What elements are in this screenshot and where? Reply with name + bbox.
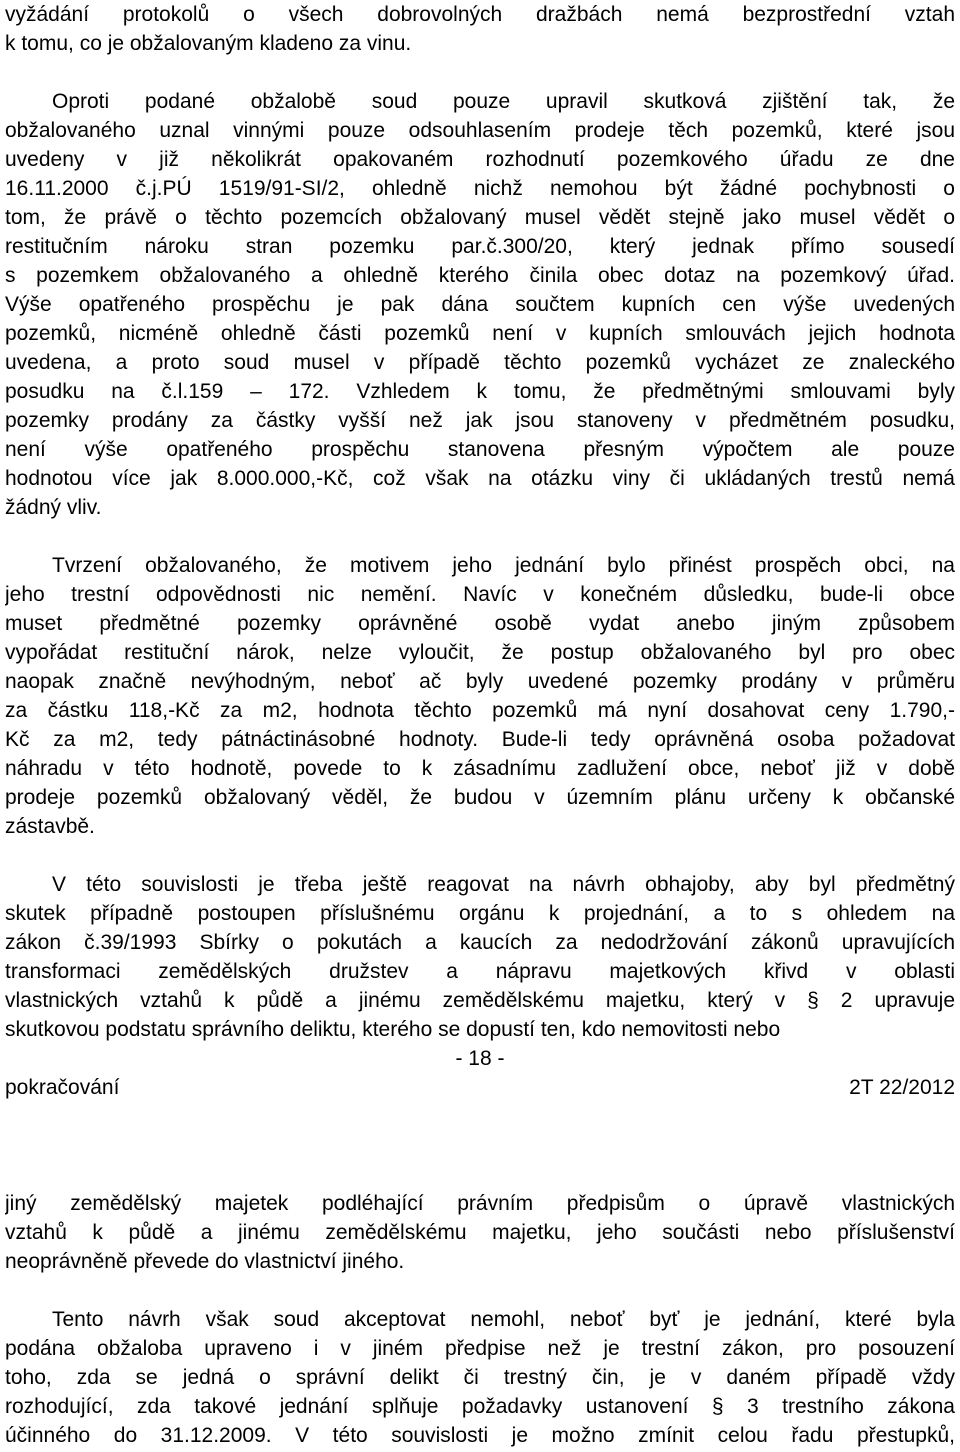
text-line: účinného do 31.12.2009. V této souvislosti je možno zmínit celou řadu přestupků, (5, 1424, 955, 1447)
text-line: vztahů k půdě a jinému zemědělskému majetku, jeho součásti nebo příslušenství (5, 1221, 955, 1244)
text-line: posudku na č.l.159 – 172. Vzhledem k tomu, že předmětnými smlouvami byly (5, 380, 955, 403)
footer-continuation-label: pokračování (5, 1076, 120, 1099)
text-line: skutek případně postoupen příslušnému orgánu k projednání, a to s ohledem na (5, 902, 955, 925)
text-line: tom, že právě o těchto pozemcích obžalovaný musel vědět stejně jako musel vědět o (5, 206, 955, 229)
text-line: není výše opatřeného prospěchu stanovena přesným výpočtem ale pouze (5, 438, 955, 461)
text-line: podána obžaloba upraveno i v jiném předpise než je trestní zákon, pro posouzení (5, 1337, 955, 1360)
text-line: hodnotou více jak 8.000.000,-Kč, což však na otázku viny či ukládaných trestů nemá (5, 467, 955, 490)
text-line: vyžádání protokolů o všech dobrovolných dražbách nemá bezprostřední vztah (5, 3, 955, 26)
text-line: s pozemkem obžalovaného a ohledně kterého činila obec dotaz na pozemkový úřad. (5, 264, 955, 287)
text-line: obžalovaného uznal vinnými pouze odsouhlasením prodeje těch pozemků, které jsou (5, 119, 955, 142)
text-line: jeho trestní odpovědnosti nic nemění. Navíc v konečném důsledku, bude-li obce (5, 583, 955, 606)
text-line: zákon č.39/1993 Sbírky o pokutách a kaucích za nedodržování zákonů upravujících (5, 931, 955, 954)
text-line: muset předmětné pozemky oprávněné osobě vydat anebo jiným způsobem (5, 612, 955, 635)
text-line: uvedena, a proto soud musel v případě těchto pozemků vycházet ze znaleckého (5, 351, 955, 374)
text-line: toho, zda se jedná o správní delikt či trestný čin, je v daném případě vždy (5, 1366, 955, 1389)
text-line: vlastnických vztahů k půdě a jinému zemědělskému majetku, který v § 2 upravuje (5, 989, 955, 1012)
text-line: V této souvislosti je třeba ještě reagovat na návrh obhajoby, aby byl předmětný (52, 873, 955, 896)
text-line: pozemků, nicméně ohledně části pozemků není v kupních smlouvách jejich hodnota (5, 322, 955, 345)
text-line: Kč za m2, tedy pátnáctinásobné hodnoty. Bude-li tedy oprávněná osoba požadovat (5, 728, 955, 751)
text-line: vypořádat restituční nárok, nelze vyloučit, že postup obžalovaného byl pro obec (5, 641, 955, 664)
text-line: uvedeny v již několikrát opakovaném rozhodnutí pozemkového úřadu ze dne (5, 148, 955, 171)
text-line: náhradu v této hodnotě, povede to k zásadnímu zadlužení obce, neboť již v době (5, 757, 955, 780)
text-line: rozhodující, zda takové jednání splňuje požadavky ustanovení § 3 trestního zákona (5, 1395, 955, 1418)
text-line: skutkovou podstatu správního deliktu, kterého se dopustí ten, kdo nemovitosti nebo (5, 1018, 781, 1041)
text-line: žádný vliv. (5, 496, 102, 519)
text-line: jiný zemědělský majetek podléhající právním předpisům o úpravě vlastnických (5, 1192, 955, 1215)
text-line: restitučním nároku stran pozemku par.č.300/20, který jednak přímo sousedí (5, 235, 955, 258)
text-line: Oproti podané obžalobě soud pouze upravil skutková zjištění tak, že (52, 90, 955, 113)
text-line: zástavbě. (5, 815, 95, 838)
text-line: pozemky prodány za částky vyšší než jak jsou stanoveny v předmětném posudku, (5, 409, 955, 432)
text-line: prodeje pozemků obžalovaný věděl, že budou v územním plánu určeny k občanské (5, 786, 955, 809)
text-line: Tento návrh však soud akceptovat nemohl, neboť byť je jednání, které byla (52, 1308, 955, 1331)
text-line: k tomu, co je obžalovaným kladeno za vinu. (5, 32, 412, 55)
footer-case-number: 2T 22/2012 (849, 1076, 955, 1099)
text-line: transformaci zemědělských družstev a nápravu majetkových křivd v oblasti (5, 960, 955, 983)
text-line: naopak značně nevýhodným, neboť ač byly uvedené pozemky prodány v průměru (5, 670, 955, 693)
text-line: Výše opatřeného prospěchu je pak dána součtem kupních cen výše uvedených (5, 293, 955, 316)
text-line: neoprávněně převede do vlastnictví jiného. (5, 1250, 405, 1273)
text-line: za částku 118,-Kč za m2, hodnota těchto pozemků má nyní dosahovat ceny 1.790,- (5, 699, 955, 722)
page-number: - 18 - (455, 1047, 505, 1070)
text-line: Tvrzení obžalovaného, že motivem jeho jednání bylo přinést prospěch obci, na (52, 554, 955, 577)
text-line: 16.11.2000 č.j.PÚ 1519/91-SI/2, ohledně nichž nemohou být žádné pochybnosti o (5, 177, 955, 200)
